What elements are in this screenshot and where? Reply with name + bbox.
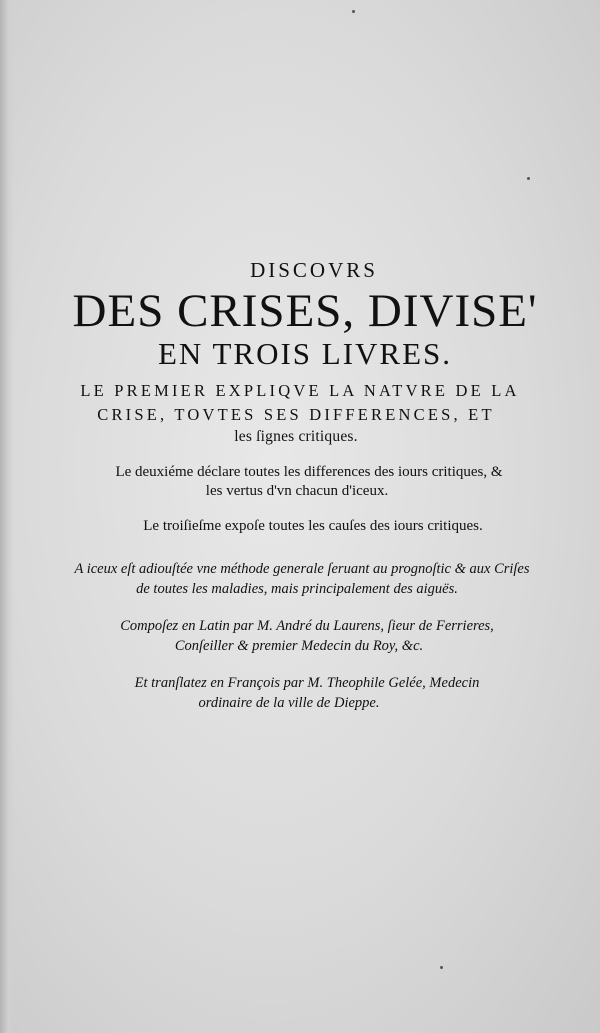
- ink-speck: [352, 10, 355, 13]
- translator-line-1: Et tranſlatez en François par M. Theophile Gelée, Medecin: [134, 675, 480, 691]
- author-line-1: Compoſez en Latin par M. André du Laurens, ſieur de Ferrieres,: [120, 618, 494, 634]
- subtitle-line-2: CRISE, TOVTES SES DIFFERENCES, ET: [97, 405, 495, 424]
- ink-speck: [440, 966, 443, 969]
- ink-speck: [527, 177, 530, 180]
- book-two-line-1: Le deuxiéme déclare toutes les differences des iours critiques, &: [115, 464, 503, 480]
- title-block: [0, 258, 600, 713]
- title-line-discours: DISCOVRS: [250, 258, 378, 282]
- translator-line-2: ordinaire de la ville de Dieppe.: [198, 694, 380, 711]
- subtitle-line-1: LE PREMIER EXPLIQVE LA NATVRE DE LA: [80, 381, 520, 400]
- book-three-line: Le troiſieſme expoſe toutes les cauſes des iours critiques.: [143, 518, 483, 534]
- subtitle-line-3: les ſignes critiques.: [234, 428, 358, 445]
- title-line-trois-livres: EN TROIS LIVRES.: [157, 336, 453, 371]
- author-line-2: Conſeiller & premier Medecin du Roy, &c.: [174, 637, 424, 654]
- title-line-des-crises: DES CRISES, DIVISE': [72, 285, 538, 337]
- book-two-line-2: les vertus d'vn chacun d'iceux.: [205, 483, 389, 499]
- method-line-1: A iceux eſt adiouſtée vne méthode generale ſeruant au prognoſtic & aux Criſes: [74, 561, 530, 577]
- method-line-2: de toutes les maladies, mais principalement des aiguës.: [136, 580, 458, 597]
